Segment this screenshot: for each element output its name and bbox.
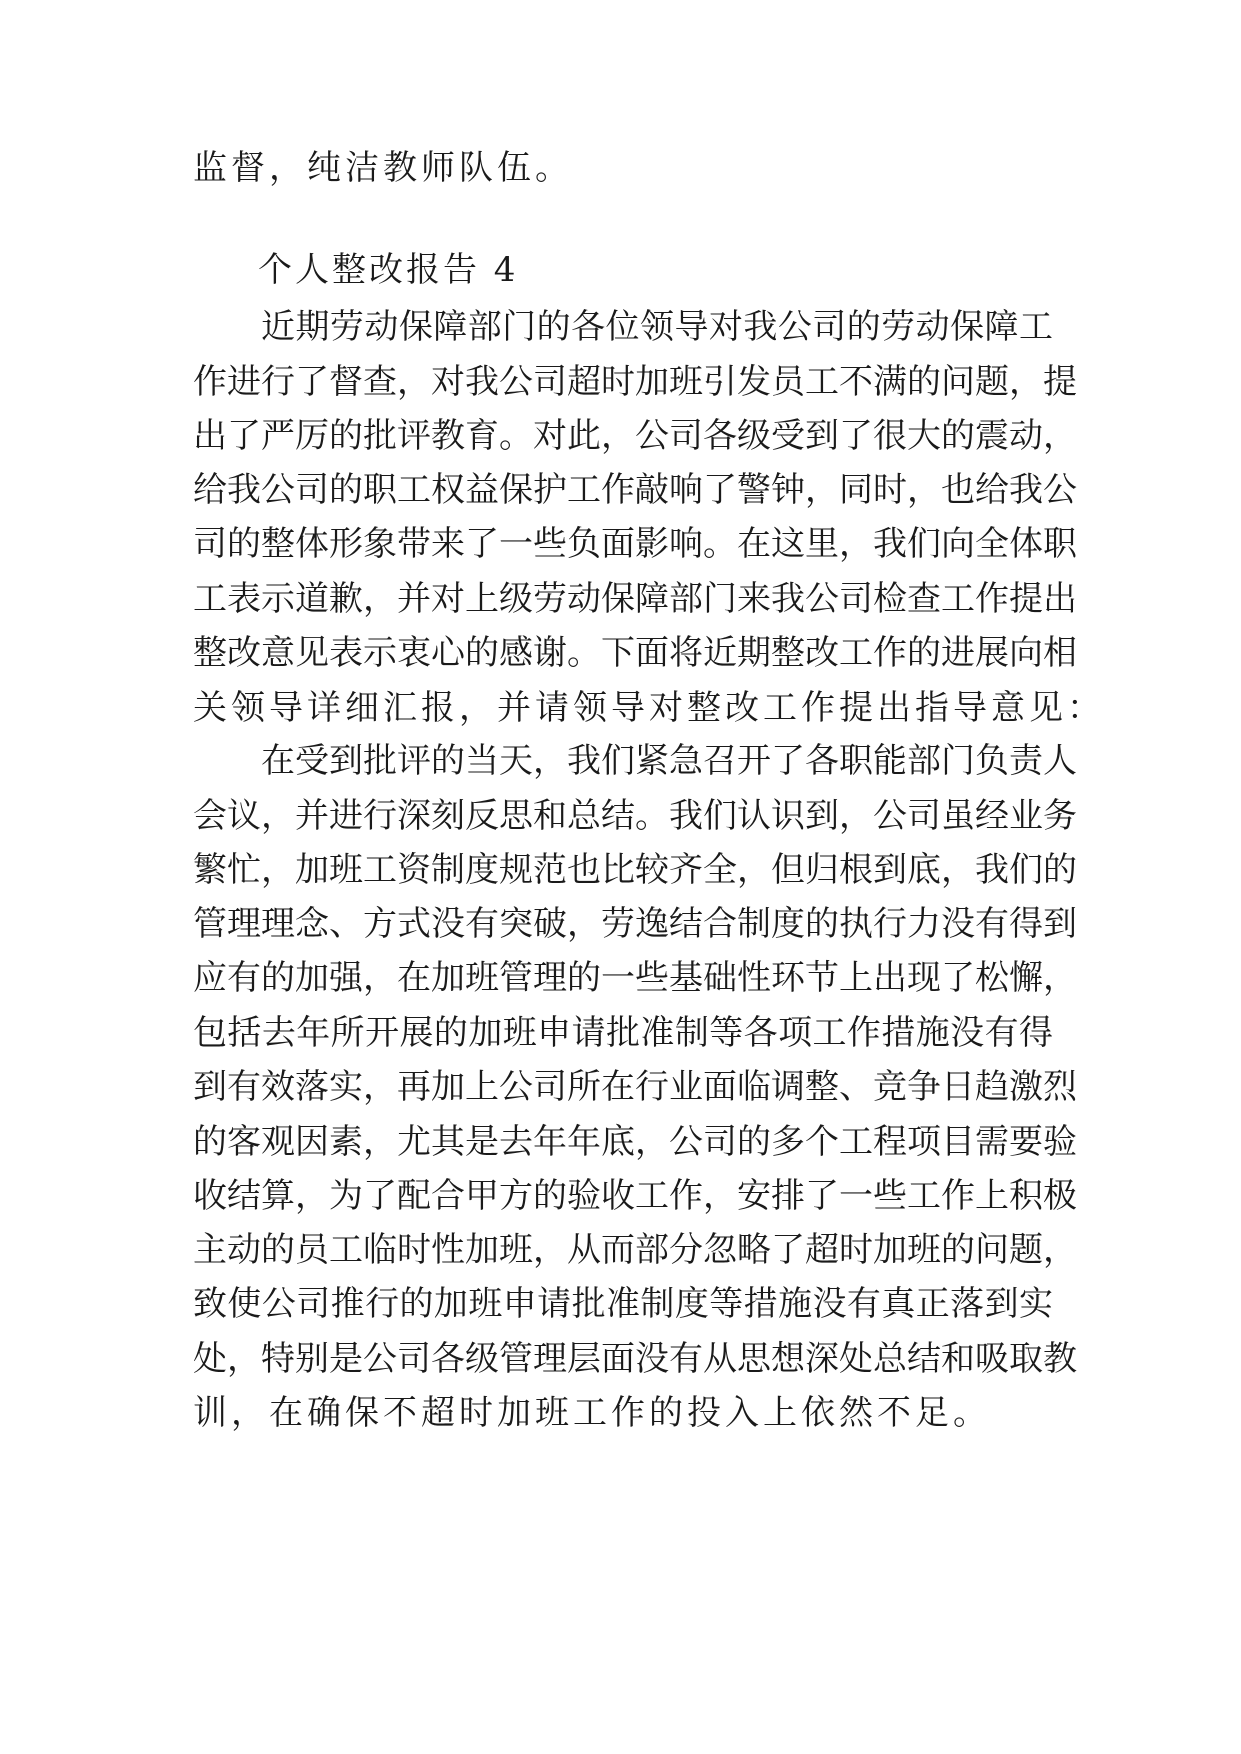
paragraph-line: 会议，并进行深刻反思和总结。我们认识到，公司虽经业务 [193,796,1077,836]
paragraph-line: 收结算，为了配合甲方的验收工作，安排了一些工作上积极 [193,1176,1077,1216]
paragraph-line: 到有效落实，再加上公司所在行业面临调整、竞争日趋激烈 [193,1067,1077,1107]
paragraph-line: 近期劳动保障部门的各位领导对我公司的劳动保障工 [261,307,1053,347]
paragraph-line: 主动的员工临时性加班，从而部分忽略了超时加班的问题， [193,1230,1077,1270]
paragraph-line: 司的整体形象带来了一些负面影响。在这里，我们向全体职 [193,524,1077,564]
paragraph-line: 训，在确保不超时加班工作的投入上依然不足。 [193,1393,991,1433]
paragraph-line: 管理理念、方式没有突破，劳逸结合制度的执行力没有得到 [193,904,1077,944]
paragraph-line: 致使公司推行的加班申请批准制度等措施没有真正落到实 [193,1284,1053,1324]
section-title: 个人整改报告 4 [258,250,519,290]
paragraph-line: 作进行了督查，对我公司超时加班引发员工不满的问题，提 [193,362,1077,402]
paragraph-line: 繁忙，加班工资制度规范也比较齐全，但归根到底，我们的 [193,850,1077,890]
paragraph-line: 关领导详细汇报，并请领导对整改工作提出指导意见： [193,688,1105,728]
paragraph-line: 整改意见表示衷心的感谢。下面将近期整改工作的进展向相 [193,633,1077,673]
paragraph-line: 应有的加强，在加班管理的一些基础性环节上出现了松懈， [193,958,1077,998]
continued-line: 监督，纯洁教师队伍。 [193,148,573,188]
paragraph-line: 处，特别是公司各级管理层面没有从思想深处总结和吸取教 [193,1339,1077,1379]
paragraph-line: 的客观因素，尤其是去年年底，公司的多个工程项目需要验 [193,1122,1077,1162]
paragraph-line: 出了严厉的批评教育。对此，公司各级受到了很大的震动， [193,416,1077,456]
paragraph-line: 在受到批评的当天，我们紧急召开了各职能部门负责人 [261,741,1077,781]
paragraph-line: 给我公司的职工权益保护工作敲响了警钟，同时，也给我公 [193,470,1077,510]
paragraph-line: 工表示道歉，并对上级劳动保障部门来我公司检查工作提出 [193,579,1077,619]
paragraph-line: 包括去年所开展的加班申请批准制等各项工作措施没有得 [193,1013,1053,1053]
